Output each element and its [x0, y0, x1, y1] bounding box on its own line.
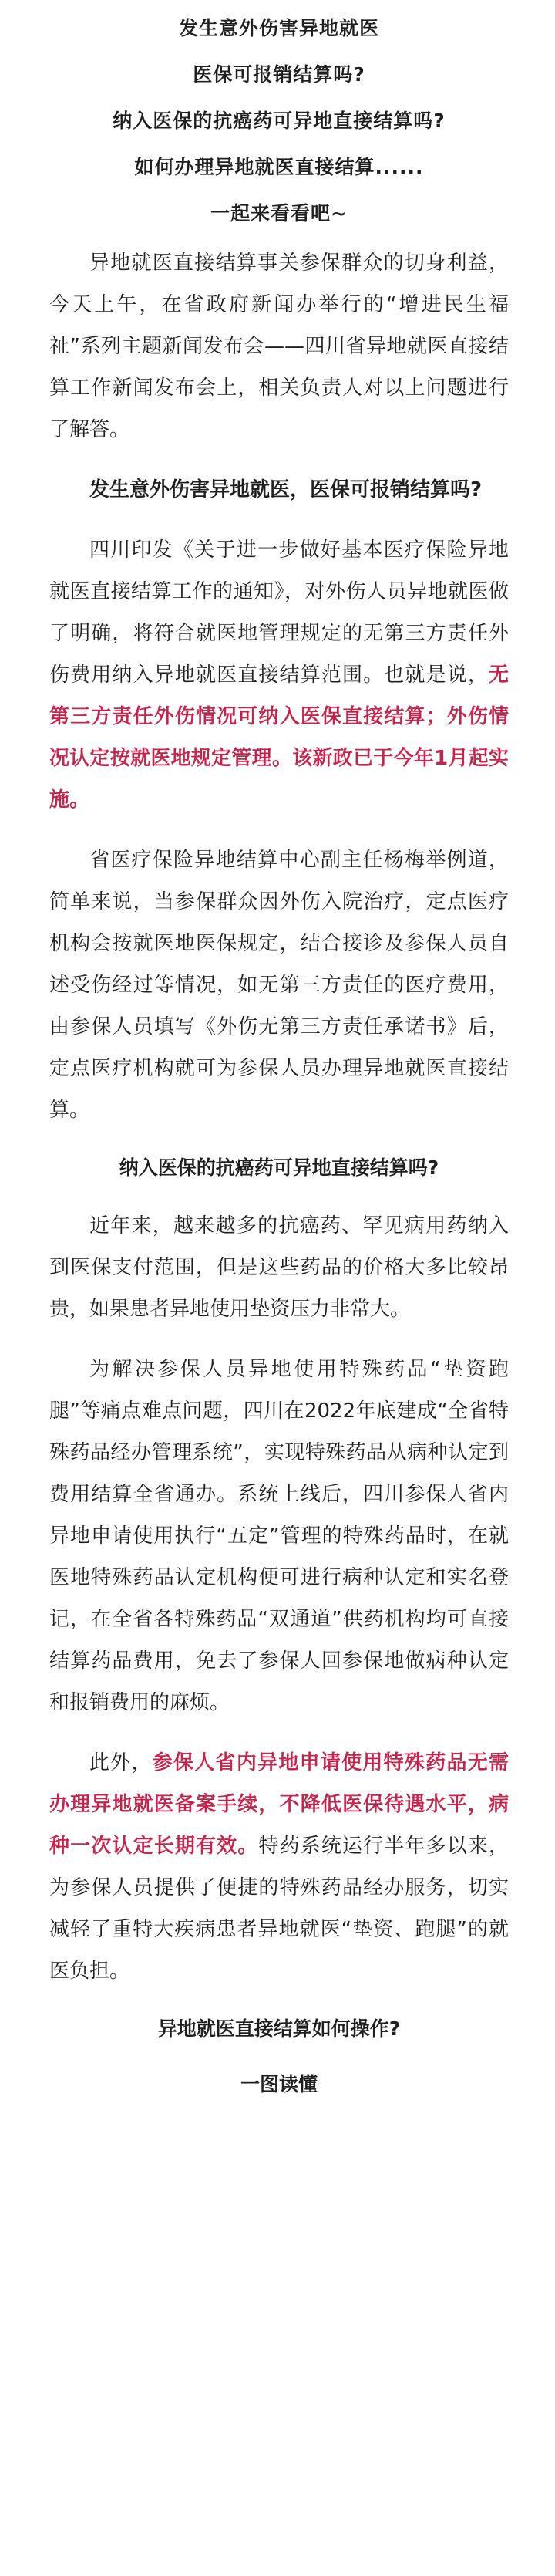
drug-benefits-tail: 特药系统运行半年多以来，为参保人员提供了便捷的特殊药品经办服务，切实减轻了重特大疾病患者异地就医“垫资、跑腿”的就医负担。 [49, 1835, 509, 1983]
intro-heading-1: 发生意外伤害异地就医 [178, 17, 379, 39]
intro-headings [49, 11, 509, 231]
question-how-to: 异地就医直接结算如何操作? [157, 2017, 401, 2040]
drug-benefits-highlight: 参保人省内异地申请使用特殊药品无需办理异地就医备案手续，不降低医保待遇水平，病种一次认定长期有效。 [49, 1751, 509, 1858]
question-injury: 发生意外伤害异地就医，医保可报销结算吗? [89, 478, 483, 501]
injury-policy-highlight: 无第三方责任外伤情况可纳入医保直接结算；外伤情况认定按就医地规定管理。该新政已于今年1月起实施。 [49, 663, 509, 812]
intro-heading-2: 医保可报销结算吗? [193, 63, 365, 86]
paragraph-injury-example: 省医疗保险异地结算中心副主任杨梅举例道，简单来说，当参保群众因外伤入院治疗，定点医疗机构会按就医地医保规定，结合接诊及参保人员自述受伤经过等情况，如无第三方责任的医疗费用，由参保人员填写《外伤无第三方责任承诺书》后，定点医疗机构就可为参保人员办理异地就医直接结算。 [49, 849, 509, 1122]
drug-benefits-lead: 此外， [89, 1751, 153, 1774]
paragraph-intro: 异地就医直接结算事关参保群众的切身利益，今天上午，在省政府新闻办举行的“增进民生福祉”系列主题新闻发布会——四川省异地就医直接结算工作新闻发布会上，相关负责人对以上问题进行了解答。 [49, 252, 509, 441]
intro-heading-3: 纳入医保的抗癌药可异地直接结算吗? [113, 110, 446, 132]
infographic-heading: 一图读懂 [240, 2073, 318, 2095]
paragraph-injury-policy [49, 529, 509, 821]
paragraph-drug-cost: 近年来，越来越多的抗癌药、罕见病用药纳入到医保支付范围，但是这些药品的价格大多比较昂贵，如果患者异地使用垫资压力非常大。 [49, 1214, 509, 1321]
paragraph-drug-system: 为解决参保人员异地使用特殊药品“垫资跑腿”等痛点难点问题，四川在2022年底建成“全省特殊药品经办管理系统”，实现特殊药品从病种认定到费用结算全省通办。系统上线后，四川参保人省内异地申请使用执行“五定”管理的特殊药品时，在就医地特殊药品认定机构便可进行病种认定和实名登记，在全省各特殊药品“双通道”供药机构均可直接结算药品费用，免去了参保人回参保地做病种认定和报销费用的麻烦。 [49, 1358, 509, 1714]
paragraph-drug-benefits [49, 1742, 509, 1992]
question-cancer-drugs: 纳入医保的抗癌药可异地直接结算吗? [119, 1156, 439, 1179]
intro-heading-5: 一起来看看吧~ [210, 202, 348, 225]
injury-policy-text: 四川印发《关于进一步做好基本医疗保险异地就医直接结算工作的通知》，对外伤人员异地就医做了明确，将符合就医地管理规定的无第三方责任外伤费用纳入异地就医直接结算范围。也就是说， [49, 538, 509, 687]
intro-heading-4: 如何办理异地就医直接结算...... [134, 156, 424, 178]
